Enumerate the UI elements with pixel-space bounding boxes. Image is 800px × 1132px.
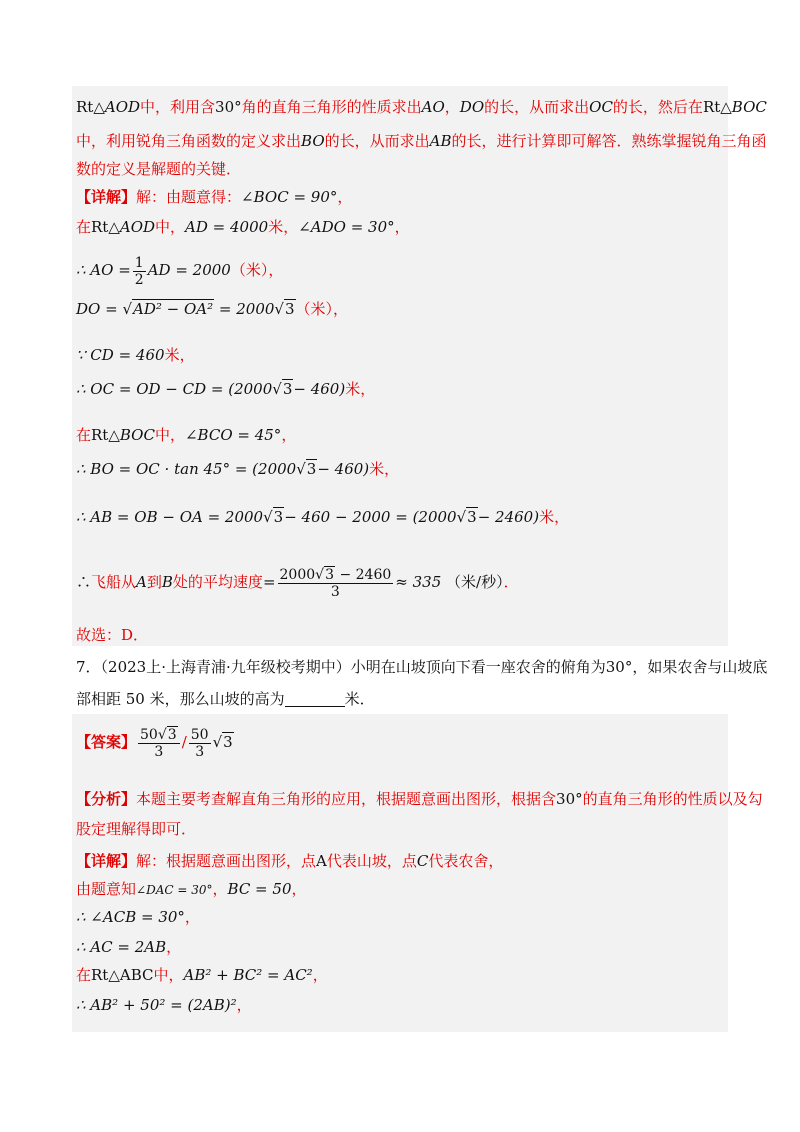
q6-analysis-line-3: 数的定义是解题的关键． <box>76 160 242 178</box>
q7-detail-line-3: ∴ ∠ACB = 30°， <box>76 908 200 926</box>
q6-detail-line-7: 在Rt△BOC中，∠BCO = 45°， <box>76 426 297 444</box>
q6-detail-line-5: ∵ CD = 460米， <box>76 346 195 364</box>
q7-detail-line-1: 【详解】解：根据题意画出图形，点A代表山坡，点C代表农舍， <box>76 852 504 870</box>
q7-analysis-line-2: 股定理解得即可． <box>76 820 197 838</box>
q6-analysis-line-2: 中，利用锐角三角函数的定义求出BO的长，从而求出AB的长，进行计算即可解答．熟练掌握锐角三角函 <box>76 132 767 150</box>
detail-tag: 【详解】 <box>76 852 137 870</box>
q7-detail-line-6: ∴ AB² + 50² = (2AB)²， <box>76 996 252 1014</box>
q7-analysis-line-1: 【分析】本题主要考查解直角三角形的应用，根据题意画出图形，根据含30°的直角三角形的性质以及勾 <box>76 790 763 808</box>
q6-detail-line-4: DO = √AD² − OA² = 2000√3（米）， <box>76 300 349 318</box>
q7-answer-line: 【答案】 $\frac{50√3}{3}$ / $\frac{50}{3}$ √3 <box>76 726 233 760</box>
answer-blank <box>285 690 345 707</box>
q7-detail-line-4: ∴ AC = 2AB， <box>76 938 182 956</box>
q6-detail-line-8: ∴ BO = OC · tan 45° = (2000√3− 460)米， <box>76 460 400 478</box>
q7-detail-line-2: 由题意知∠DAC = 30°，BC = 50， <box>76 880 307 898</box>
q6-choice: 故选：D． <box>76 626 149 644</box>
q7-stem-line-2: 部相距 50 米，那么山坡的高为 米． <box>76 690 375 708</box>
q7-stem-line-1: 7．（2023上·上海青浦·九年级校考期中）小明在山坡顶向下看一座农舍的俯角为30°，如果农舍与山坡底 <box>76 658 768 676</box>
q6-detail-line-6: ∴ OC = OD − CD = (2000√3− 460)米， <box>76 380 376 398</box>
analysis-tag: 【分析】 <box>76 790 137 808</box>
q6-detail-line-1: 【详解】解：由题意得：∠BOC = 90°， <box>76 188 353 206</box>
q6-detail-line-9: ∴ AB = OB − OA = 2000√3− 460 − 2000 = (2000√3− 2460)米， <box>76 508 570 526</box>
detail-tag: 【详解】 <box>76 188 137 206</box>
answer-tag: 【答案】 <box>76 733 137 751</box>
q6-analysis-line-1: Rt△AOD中，利用含30°角的直角三角形的性质求出AO，DO的长，从而求出OC的长，然后在Rt△BOC <box>76 98 767 116</box>
q6-detail-line-2: 在Rt△AOD中，AD = 4000米，∠ADO = 30°， <box>76 218 410 236</box>
q6-detail-line-3: ∴ AO = $\frac{1}{2}$ AD = 2000（米）， <box>76 254 284 288</box>
q7-detail-line-5: 在Rt△ABC中，AB² + BC² = AC²， <box>76 966 328 984</box>
q6-detail-line-10: ∴飞船从A到B处的平均速度= $\frac{2000√3 - 2460}{3}$ ≈ 335 （米/秒）． <box>76 566 519 600</box>
